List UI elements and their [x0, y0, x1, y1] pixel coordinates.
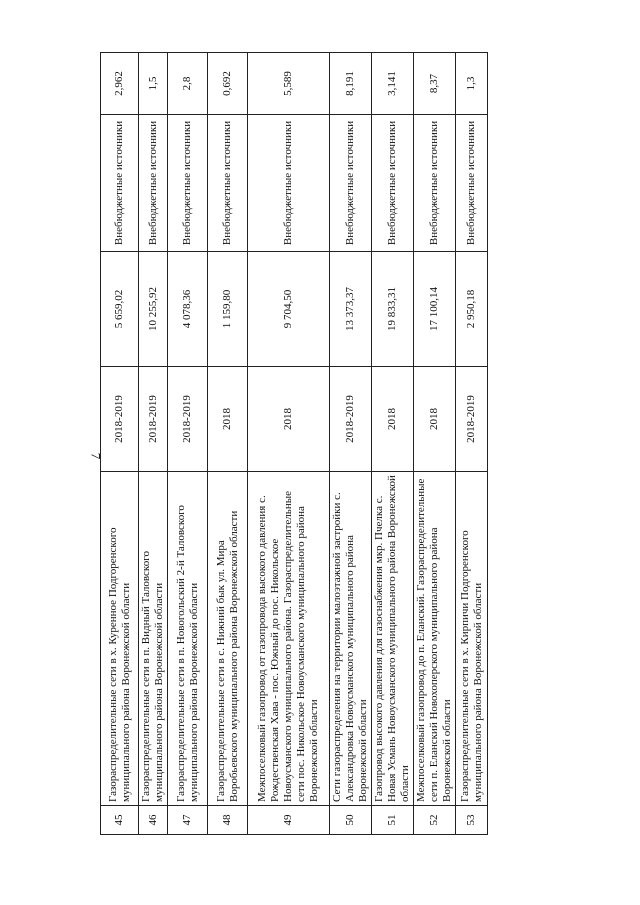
- funding-source: Внебюджетные источники: [101, 115, 139, 252]
- funding-source: Внебюджетные источники: [168, 115, 208, 252]
- length-value: 5,589: [248, 53, 330, 115]
- implementation-years: 2018: [208, 367, 248, 472]
- object-name: Газораспределительные сети в х. Кирпичи Подгоренского муниципального района Воронежской области: [456, 472, 488, 806]
- cost-value: 19 833,31: [372, 252, 414, 367]
- cost-value: 1 159,80: [208, 252, 248, 367]
- length-value: 8,37: [414, 53, 456, 115]
- funding-source: Внебюджетные источники: [208, 115, 248, 252]
- cost-value: 13 373,37: [330, 252, 372, 367]
- implementation-years: 2018-2019: [101, 367, 139, 472]
- object-name: Газораспределительные сети в п. Новогольский 2-й Таловского муниципального района Воронежской области: [168, 472, 208, 806]
- object-name: Газопровод высокого давления для газоснабжения мкр. Пчелка с. Новая Усмань Новоусманского муниципального района Воронежской области: [372, 472, 414, 806]
- funding-source: Внебюджетные источники: [248, 115, 330, 252]
- table-row: [372, 53, 414, 835]
- row-number: 49: [248, 806, 330, 835]
- row-number: 52: [414, 806, 456, 835]
- row-number: 51: [372, 806, 414, 835]
- gas-network-table: [100, 52, 488, 835]
- row-number: 46: [139, 806, 168, 835]
- row-number: 53: [456, 806, 488, 835]
- object-name: Межпоселковый газопровод от газопровода высокого давления с. Рождественская Хава - пос. Южный до пос. Никольское Новоусманского муниципального района. Газораспределительные сети пос. Никольское Новоусманского муниципального района Воронежской области: [248, 472, 330, 806]
- object-name: Межпоселковый газопровод до п. Еланский. Газораспределительные сети п. Еланский Новохоперского муниципального района Воронежской области: [414, 472, 456, 806]
- funding-source: Внебюджетные источники: [139, 115, 168, 252]
- funding-source: Внебюджетные источники: [456, 115, 488, 252]
- implementation-years: 2018-2019: [168, 367, 208, 472]
- cost-value: 4 078,36: [168, 252, 208, 367]
- length-value: 0,692: [208, 53, 248, 115]
- table-row: [168, 53, 208, 835]
- row-number: 47: [168, 806, 208, 835]
- row-number: 50: [330, 806, 372, 835]
- table-row: [248, 53, 330, 835]
- implementation-years: 2018-2019: [139, 367, 168, 472]
- implementation-years: 2018: [248, 367, 330, 472]
- table-row: [208, 53, 248, 835]
- length-value: 8,191: [330, 53, 372, 115]
- cost-value: 2 950,18: [456, 252, 488, 367]
- table-row: [414, 53, 456, 835]
- table-row: [456, 53, 488, 835]
- table-body: [101, 53, 488, 835]
- funding-source: Внебюджетные источники: [414, 115, 456, 252]
- length-value: 1,5: [139, 53, 168, 115]
- length-value: 2,962: [101, 53, 139, 115]
- cost-value: 9 704,50: [248, 252, 330, 367]
- cost-value: 5 659,02: [101, 252, 139, 367]
- cost-value: 17 100,14: [414, 252, 456, 367]
- funding-source: Внебюджетные источники: [372, 115, 414, 252]
- length-value: 1,3: [456, 53, 488, 115]
- object-name: Газораспределительные сети в х. Куренное Подгоренского муниципального района Воронежской области: [101, 472, 139, 806]
- row-number: 48: [208, 806, 248, 835]
- row-number: 45: [101, 806, 139, 835]
- table-row: [101, 53, 139, 835]
- table-row: [139, 53, 168, 835]
- length-value: 2,8: [168, 53, 208, 115]
- rotated-table-wrapper: [100, 52, 577, 835]
- cost-value: 10 255,92: [139, 252, 168, 367]
- table-row: [330, 53, 372, 835]
- implementation-years: 2018: [372, 367, 414, 472]
- page-number: 7: [88, 452, 104, 460]
- object-name: Газораспределительные сети в п. Видный Таловского муниципального района Воронежской области: [139, 472, 168, 806]
- funding-source: Внебюджетные источники: [330, 115, 372, 252]
- object-name: Газораспределительные сети в с. Нижний бык ул. Мира Воробьевского муниципального района Воронежской области: [208, 472, 248, 806]
- implementation-years: 2018-2019: [330, 367, 372, 472]
- length-value: 3,141: [372, 53, 414, 115]
- object-name: Сети газораспределения на территории малоэтажной застройки с. Александровка Новоусманского муниципального района Воронежской области: [330, 472, 372, 806]
- implementation-years: 2018-2019: [456, 367, 488, 472]
- implementation-years: 2018: [414, 367, 456, 472]
